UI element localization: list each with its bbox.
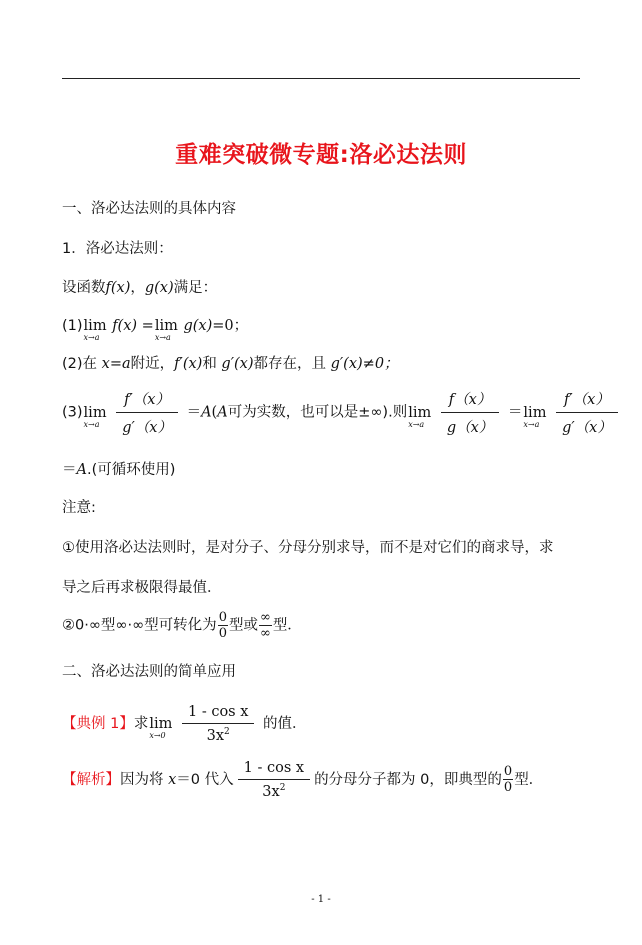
lim-subscript: x→a — [408, 419, 425, 429]
fraction-inf-over-inf — [259, 610, 272, 641]
example-tag: 【典例 1】 — [62, 715, 134, 732]
equals: = — [141, 318, 154, 334]
denominator — [238, 779, 310, 800]
limit-operator — [523, 404, 547, 429]
lim-subscript: x→a — [83, 419, 100, 429]
page-title: 重难突破微专题:洛必达法则 — [175, 142, 467, 168]
note-heading: 注意: — [62, 500, 96, 516]
exponent: 2 — [279, 783, 286, 793]
lim-subscript: x→a — [154, 333, 171, 342]
lim-text: lim — [154, 318, 178, 334]
lim-text: lim — [149, 715, 173, 732]
cond2-text: 都存在，且 — [253, 356, 326, 372]
cond3-text: 可为实数，也可以是±∞).则 — [227, 404, 408, 421]
function-g: g(x) — [144, 280, 174, 296]
lim-text: lim — [83, 318, 107, 334]
limit-value-A: A — [201, 404, 212, 421]
note2-or: 型或 — [228, 617, 258, 634]
setup-text: 设函数 — [62, 280, 106, 296]
note2-text: ②0·∞型∞·∞型可转化为 — [62, 617, 217, 634]
fraction-zero-over-zero — [218, 610, 228, 641]
setup-comma: ， — [130, 280, 145, 296]
equals: ＝ — [507, 404, 523, 421]
fraction-example — [238, 760, 310, 800]
example-tail: 的值． — [263, 715, 307, 732]
section-heading-2: 二、洛必达法则的简单应用 — [62, 664, 236, 680]
analysis-text: ＝0 代入 — [176, 771, 234, 788]
cond1-label: (1) — [62, 318, 83, 334]
denominator-text: 3x — [262, 783, 280, 800]
header-rule — [62, 78, 580, 79]
fraction-functions — [441, 388, 499, 437]
fraction-derivatives — [556, 388, 618, 437]
lim-subscript: x→a — [83, 333, 100, 342]
derivative-f: f′(x) — [174, 356, 203, 372]
denominator: g′（x） — [116, 412, 178, 437]
fraction-example — [182, 704, 254, 744]
exponent: 2 — [224, 727, 230, 737]
condition-3-continued — [62, 458, 175, 479]
denominator: g（x） — [441, 412, 499, 437]
limit-value-A: A — [76, 462, 87, 478]
cond2-text: 附近， — [130, 356, 175, 372]
cond2-and: 和 — [202, 356, 217, 372]
variable-x: x — [168, 771, 177, 788]
lim-text: lim — [523, 404, 547, 421]
analysis — [62, 760, 543, 800]
note-2 — [62, 610, 302, 641]
equals: ＝ — [62, 462, 77, 478]
analysis-text: 的分母分子都为 0，即典型的 — [314, 771, 502, 788]
fraction-zero-over-zero — [503, 764, 513, 795]
cond1-tail: =0； — [212, 318, 249, 334]
paren: ( — [211, 404, 218, 421]
analysis-text: 因为将 — [120, 771, 164, 788]
lim-subscript: x→0 — [149, 730, 166, 740]
variable-a: a — [122, 356, 131, 372]
example-text: 求 — [133, 715, 149, 732]
numerator: f（x） — [448, 392, 492, 408]
denominator: g′（x） — [556, 412, 618, 437]
cond3b-tail: .(可循环使用) — [86, 462, 176, 478]
denominator — [182, 723, 254, 744]
numerator-text: 1 - cos x — [187, 704, 249, 720]
lim-text: lim — [408, 404, 432, 421]
denominator: 0 — [218, 626, 227, 641]
function-f: f(x) — [105, 280, 131, 296]
derivative-g-nonzero: g′(x)≠0； — [330, 356, 399, 372]
cond3-label: (3) — [62, 404, 83, 421]
denominator-text: 3x — [206, 727, 225, 744]
numerator-text: 1 - cos x — [243, 760, 305, 776]
setup-tail: 满足： — [173, 280, 218, 296]
numerator: 0 — [218, 610, 227, 625]
note-1-line-b: 导之后再求极限得最值． — [62, 580, 222, 596]
cond2-label: (2)在 — [62, 356, 98, 372]
numerator: f′（x） — [124, 392, 170, 408]
setup-line — [62, 276, 217, 297]
limit-operator — [83, 404, 107, 429]
variable-x: x — [101, 356, 110, 372]
function-f: f(x) — [112, 318, 138, 334]
equals: = — [109, 356, 122, 372]
numerator: ∞ — [259, 610, 271, 625]
numerator — [182, 704, 254, 723]
fraction-derivatives — [116, 388, 178, 437]
limit-value-A: A — [217, 404, 228, 421]
denominator: ∞ — [259, 626, 271, 641]
limit-operator — [154, 318, 178, 342]
condition-3 — [62, 388, 622, 437]
derivative-g: g′(x) — [221, 356, 254, 372]
limit-operator — [83, 318, 107, 342]
lim-text: lim — [83, 404, 107, 421]
analysis-tail: 型． — [514, 771, 544, 788]
note-1-line-a: ①使用洛必达法则时，是对分子、分母分别求导，而不是对它们的商求导，求 — [62, 540, 554, 556]
function-g: g(x) — [183, 318, 213, 334]
example-1 — [62, 704, 307, 744]
lim-subscript: x→a — [523, 419, 540, 429]
condition-2 — [62, 352, 399, 373]
denominator: 0 — [503, 780, 513, 796]
numerator — [238, 760, 310, 779]
section-heading-1: 一、洛必达法则的具体内容 — [62, 201, 236, 217]
equals: ＝ — [186, 404, 202, 421]
limit-operator — [149, 715, 173, 740]
limit-operator — [408, 404, 432, 429]
numerator: 0 — [503, 764, 513, 780]
page-number: - 1 - — [311, 894, 331, 905]
condition-1 — [62, 314, 249, 342]
note2-tail: 型． — [272, 617, 302, 634]
item-heading-1: 1．洛必达法则： — [62, 241, 173, 257]
analysis-tag: 【解析】 — [62, 771, 120, 788]
numerator: f′（x） — [564, 392, 610, 408]
